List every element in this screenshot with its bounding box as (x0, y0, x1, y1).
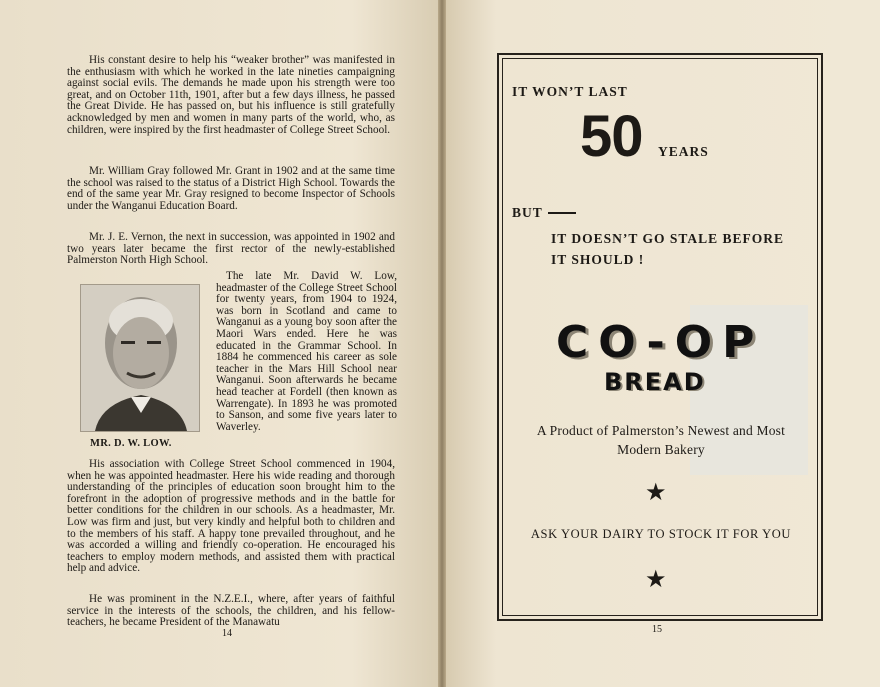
ad-brand-bread: BREAD (604, 368, 706, 396)
ad-but-label: BUT (512, 205, 543, 220)
star-icon: ★ (645, 478, 667, 506)
ad-big-number: 50 (580, 104, 643, 169)
book-spine (438, 0, 446, 687)
portrait-illustration (81, 285, 199, 431)
ad-dash-rule (548, 212, 576, 214)
paragraph-nzei: He was prominent in the N.Z.E.I., where, after years of faithful service in the interests of the schools, the children, and his fellow-teachers, he became President of the Manawatu (67, 593, 395, 629)
portrait-caption: MR. D. W. LOW. (90, 438, 172, 449)
page-number-left: 14 (222, 628, 232, 639)
paragraph-je-vernon: Mr. J. E. Vernon, the next in succession, was appointed in 1902 and two years later became the first rector of the newly-established Palmerston North High School. (67, 231, 395, 267)
page-number-right: 15 (652, 624, 662, 635)
ad-product-line-2: Modern Bakery (617, 442, 705, 457)
ad-should-line: IT SHOULD ! (551, 252, 645, 267)
paragraph-low-association: His association with College Street School commenced in 1904, when he was appointed headmaster. Here his wide reading and thorough understanding of the principles of education soon brought him to the forefront in the adoption of progressive methods and in the battle for better conditions for the children in our schools. As a headmaster, Mr. Low was firm and just, but very kindly and helpful both to children and to the members of his staff. A happy tone prevailed throughout, and he was accorded a willing and friendly co-operation. He encouraged his teachers to employ modern methods, and assisted them with practical help and advice. (67, 458, 395, 575)
ad-call-to-action: ASK YOUR DAIRY TO STOCK IT FOR YOU (530, 527, 792, 541)
ad-years-label: YEARS (658, 144, 709, 159)
paragraph-william-gray: Mr. William Gray followed Mr. Grant in 1902 and at the same time the school was raised to the status of a District High School. Towards the end of the same year Mr. Gray resigned to become Inspector of Schools under the Wanganui Education Board. (67, 165, 395, 212)
ad-stale-line: IT DOESN’T GO STALE BEFORE (551, 231, 785, 246)
ad-product-line-1: A Product of Palmerston’s Newest and Most (536, 423, 786, 438)
ad-product-description (505, 421, 817, 459)
ad-headline: IT WON’T LAST (512, 84, 628, 99)
star-icon: ★ (645, 565, 667, 593)
portrait-photo (80, 284, 200, 432)
paragraph-grant-death: His constant desire to help his “weaker brother” was manifested in the enthusiasm with which he worked in the late nineties campaigning against social evils. The demands he made upon his strength were too great, and on October 11th, 1901, after but a few days illness, he passed the Great Divide. He has passed on, but his influence is still gratefully acknowledged by men and women in many parts of the world, who, as children, were inspired by the first headmaster of College Street School. (67, 54, 395, 136)
paragraph-david-low: The late Mr. David W. Low, headmaster of the College Street School for twenty years, from 1904 to 1924, was born in Scotland and came to Wanganui as a young boy soon after the Maori Wars ended. Here he was educated in the Grammar School. In 1884 he commenced his career as sole teacher in the Mars Hill School near Wanganui. Soon afterwards he became head teacher at Fordell (then known as Warrengate). In 1893 he was promoted to Sanson, and some five years later to Waverley. (216, 270, 397, 433)
ad-brand-coop: CO-OP (556, 317, 765, 368)
